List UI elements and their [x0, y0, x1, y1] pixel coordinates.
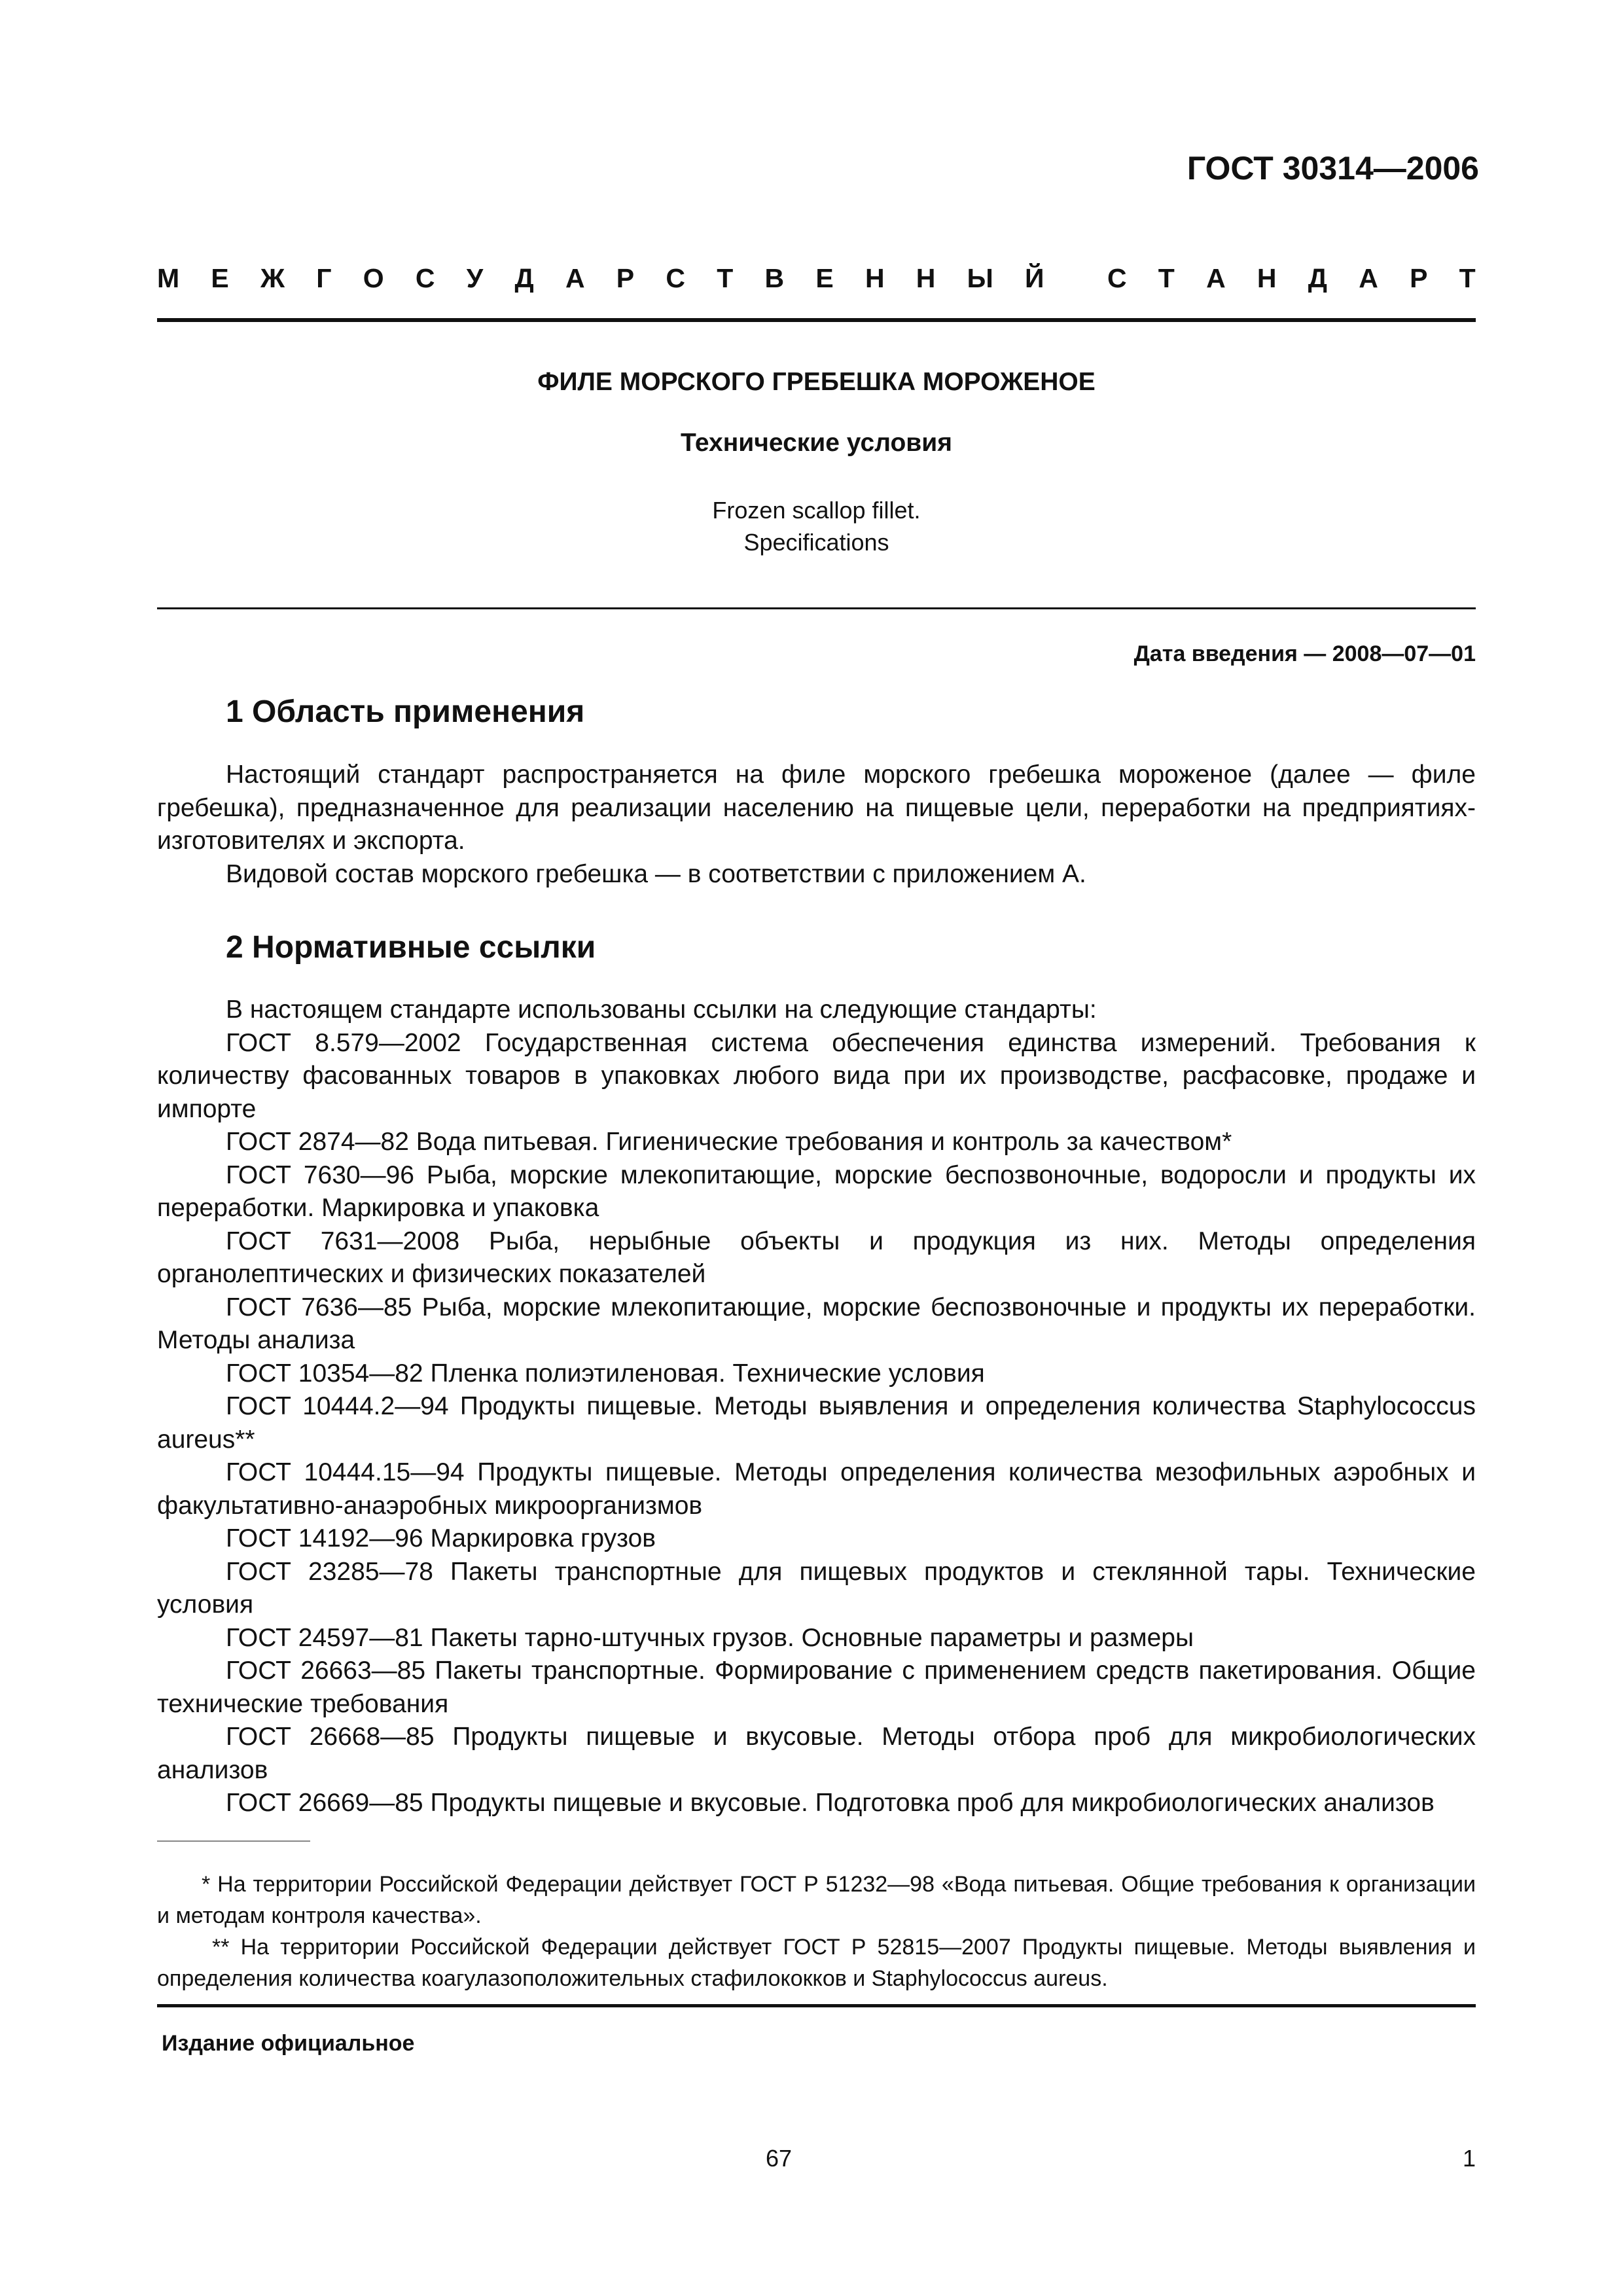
page-number-right: 1 [1462, 2145, 1476, 2172]
reference-item: ГОСТ 14192—96 Маркировка грузов [226, 1524, 656, 1552]
banner-letter: У [466, 263, 484, 293]
banner-letter: Н [865, 263, 885, 293]
reference-item: ГОСТ 7631—2008 Рыба, нерыбные объекты и продукция из них. Методы определения органолептических и физических показателей [157, 1227, 1476, 1288]
banner-letter: Е [815, 263, 834, 293]
reference-item: ГОСТ 8.579—2002 Государственная система обеспечения единства измерений. Требования к количеству фасованных товаров в упаковках любого вида при их производстве, расфасовке, продаже и импорте [157, 1028, 1476, 1123]
reference-item: ГОСТ 23285—78 Пакеты транспортные для пищевых продуктов и стеклянной тары. Технические условия [157, 1557, 1476, 1619]
header-divider [157, 318, 1476, 322]
section-2-body [157, 994, 1476, 1820]
banner-letter: Т [1158, 263, 1175, 293]
standard-type-banner [157, 263, 1476, 294]
reference-item: ГОСТ 26669—85 Продукты пищевые и вкусовые. Подготовка проб для микробиологических анализов [226, 1789, 1435, 1817]
banner-letter: В [764, 263, 785, 293]
banner-letter: Н [1257, 263, 1277, 293]
banner-letter: А [1206, 263, 1226, 293]
english-title-line: Specifications [743, 529, 889, 556]
section-1-heading: 1 Область применения [226, 694, 585, 729]
banner-letter: Ы [967, 263, 993, 293]
footer-divider [157, 2004, 1476, 2007]
banner-letter: Д [1308, 263, 1327, 293]
banner-letter: Н [916, 263, 936, 293]
document-title: ФИЛЕ МОРСКОГО ГРЕБЕШКА МОРОЖЕНОЕ [537, 368, 1096, 396]
section-1-body [157, 759, 1476, 891]
section-2-heading: 2 Нормативные ссылки [226, 930, 596, 965]
banner-letter: Р [1410, 263, 1428, 293]
banner-letter: Ж [260, 263, 285, 293]
document-subtitle: Технические условия [680, 429, 952, 457]
english-title-line: Frozen scallop fillet. [712, 497, 921, 524]
reference-item: ГОСТ 7636—85 Рыба, морские млекопитающие, морские беспозвоночные и продукты их переработки. Методы анализа [157, 1293, 1476, 1354]
reference-item: ГОСТ 10444.15—94 Продукты пищевые. Методы определения количества мезофильных аэробных и факультативно-анаэробных микроорганизмов [157, 1458, 1476, 1520]
banner-letter: Д [514, 263, 534, 293]
title-divider [157, 607, 1476, 609]
reference-item: ГОСТ 10354—82 Пленка полиэтиленовая. Технические условия [226, 1359, 985, 1388]
paragraph: В настоящем стандарте использованы ссылки на следующие стандарты: [226, 996, 1097, 1024]
introduction-date: Дата введения — 2008—07—01 [1133, 641, 1476, 666]
page-number-center: 67 [765, 2145, 793, 2172]
reference-item: ГОСТ 7630—96 Рыба, морские млекопитающие, морские беспозвоночные, водоросли и продукты их переработки. Маркировка и упаковка [157, 1160, 1476, 1222]
reference-item: ГОСТ 26663—85 Пакеты транспортные. Формирование с применением средств пакетирования. Общие технические требования [157, 1657, 1476, 1718]
banner-letter: Т [717, 263, 734, 293]
banner-letter: Р [616, 263, 635, 293]
footnotes [157, 1869, 1476, 1994]
footnote: ** На территории Российской Федерации действует ГОСТ Р 52815—2007 Продукты пищевые. Методы выявления и определения количества коагулазоположительных стафилококков и Staphylococcus aureus. [157, 1935, 1476, 1991]
official-edition-label: Издание официальное [162, 2031, 415, 2056]
standard-number: ГОСТ 30314—2006 [1186, 150, 1479, 187]
reference-item: ГОСТ 24597—81 Пакеты тарно-штучных грузов. Основные параметры и размеры [226, 1623, 1194, 1652]
banner-letter: С [1107, 263, 1127, 293]
banner-letter: Т [1459, 263, 1476, 293]
banner-letter: С [415, 263, 435, 293]
reference-item: ГОСТ 26668—85 Продукты пищевые и вкусовые. Методы отбора проб для микробиологических анализов [157, 1723, 1476, 1784]
paragraph: Настоящий стандарт распространяется на филе морского гребешка мороженое (далее — филе гребешка), предназначенное для реализации населению на пищевые цели, переработки на предприятиях-изготовителях и экспорта. [157, 761, 1476, 855]
banner-letter: С [666, 263, 685, 293]
english-title [157, 494, 1476, 558]
reference-item: ГОСТ 2874—82 Вода питьевая. Гигиенические требования и контроль за качеством* [226, 1128, 1232, 1156]
banner-letter: О [363, 263, 384, 293]
footnote-separator [157, 1840, 310, 1842]
reference-item: ГОСТ 10444.2—94 Продукты пищевые. Методы выявления и определения количества Staphylococcus aureus** [157, 1392, 1476, 1454]
banner-letter: Е [211, 263, 229, 293]
banner-letter: Г [316, 263, 332, 293]
footnote: * На территории Российской Федерации действует ГОСТ Р 51232—98 «Вода питьевая. Общие требования к организации и методам контроля качества». [157, 1872, 1476, 1928]
banner-letter: А [565, 263, 585, 293]
paragraph: Видовой состав морского гребешка — в соответствии с приложением А. [226, 859, 1086, 888]
banner-letter: Й [1025, 263, 1044, 293]
banner-letter: А [1359, 263, 1378, 293]
banner-letter: М [157, 263, 180, 293]
